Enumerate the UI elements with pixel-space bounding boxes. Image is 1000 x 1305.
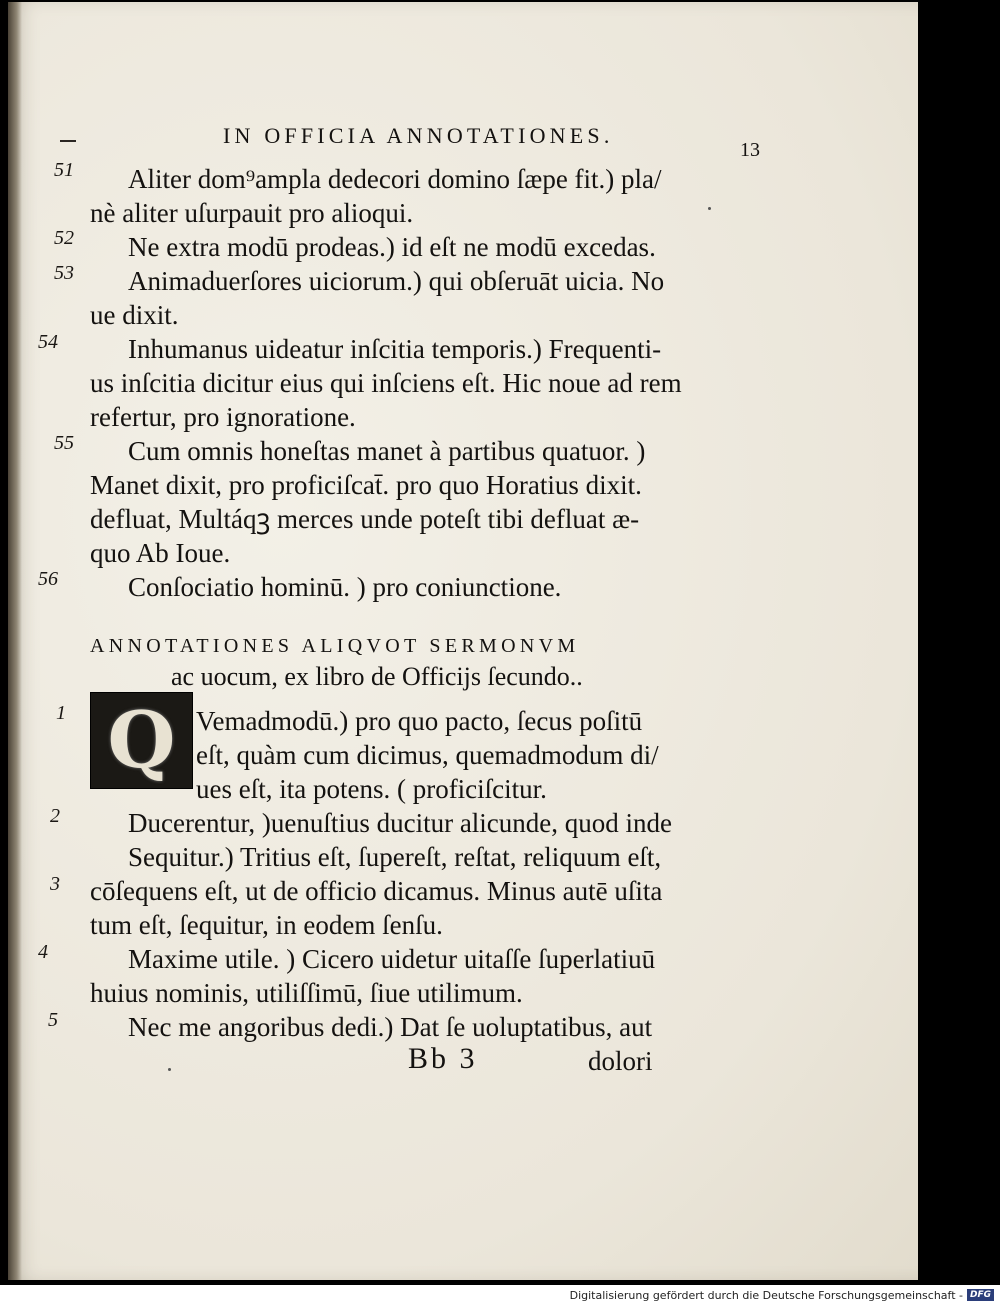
- margin-rule: [60, 140, 76, 142]
- decorated-initial: [90, 692, 193, 789]
- text-line: Nec me angoribus dedi.) Dat ſe uoluptatibus, aut: [128, 1012, 653, 1042]
- text-line: Cum omnis honeſtas manet à partibus quatuor. ): [128, 436, 646, 466]
- text-line: Ducerentur, )uenuſtius ducitur alicunde, quod inde: [128, 808, 673, 838]
- scan-footer: [0, 1285, 1000, 1305]
- text-line: us inſcitia dicitur eius qui inſciens eſt. Hic noue ad rem: [90, 368, 682, 398]
- text-line: Vemadmodū.) pro quo pacto, ſecus poſitū: [196, 706, 643, 736]
- folio-number: 13: [740, 139, 760, 161]
- margin-number: 1: [56, 702, 66, 724]
- margin-number: 4: [38, 941, 48, 963]
- paper-speck: [168, 1068, 171, 1071]
- text-line: eſt, quàm cum dicimus, quemadmodum di/: [196, 740, 659, 770]
- margin-number: 56: [38, 568, 58, 590]
- text-line: tum eſt, ſequitur, in eodem ſenſu.: [90, 910, 443, 940]
- text-line: nè aliter uſurpauit pro alioqui.: [90, 198, 414, 228]
- text-line: refertur, pro ignoratione.: [90, 402, 356, 432]
- section-subheading: ac uocum, ex libro de Officijs ſecundo..: [171, 662, 583, 691]
- text-line: Conſociatio hominū. ) pro coniunctione.: [128, 572, 562, 602]
- text-line: huius nominis, utiliſſimū, ſiue utilimum.: [90, 978, 523, 1008]
- margin-number: 52: [54, 227, 74, 249]
- text-line: defluat, Multáqꝫ merces unde poteſt tibi defluat æ-: [90, 504, 640, 534]
- section-heading: ANNOTATIONES ALIQVOT SERMONVM: [90, 635, 580, 657]
- dfg-logo: DFG: [967, 1289, 994, 1301]
- paper-speck: [708, 207, 711, 210]
- running-title: IN OFFICIA ANNOTATIONES.: [223, 123, 614, 148]
- text-line: Ne extra modū prodeas.) id eſt ne modū excedas.: [128, 232, 656, 262]
- margin-number: 5: [48, 1009, 58, 1031]
- margin-number: 54: [38, 331, 58, 353]
- text-line: quo Ab Ioue.: [90, 538, 231, 568]
- text-line: Maxime utile. ) Cicero uidetur uitaſſe ſuperlatiuū: [128, 944, 656, 974]
- signature-mark: Bb 3: [408, 1042, 478, 1075]
- funding-credit: Digitalisierung gefördert durch die Deutsche Forschungsgemeinschaft -: [569, 1288, 963, 1302]
- margin-number: 51: [54, 159, 74, 181]
- margin-number: 2: [50, 805, 60, 827]
- text-line: Inhumanus uideatur inſcitia temporis.) Frequenti-: [128, 334, 662, 364]
- text-line: Sequitur.) Tritius eſt, ſupereſt, reſtat, reliquum eſt,: [128, 842, 662, 872]
- book-page: [8, 2, 918, 1280]
- margin-number: 3: [50, 873, 60, 895]
- text-line: Animaduerſores uiciorum.) qui obſeruāt uicia. No: [128, 266, 665, 296]
- margin-number: 53: [54, 262, 74, 284]
- text-line: Manet dixit, pro proficiſcat̄. pro quo Horatius dixit.: [90, 470, 642, 500]
- text-line: cōſequens eſt, ut de officio dicamus. Minus autē uſita: [90, 876, 663, 906]
- text-line: ue dixit.: [90, 300, 179, 330]
- text-line: ues eſt, ita potens. ( proficiſcitur.: [196, 774, 547, 804]
- page-gutter-shadow: [8, 2, 22, 1280]
- text-line: Aliter dom⁹ampla dedecori domino ſæpe fit.) pla/: [128, 164, 662, 194]
- margin-number: 55: [54, 432, 74, 454]
- initial-letter: Q: [107, 695, 176, 786]
- catchword: dolori: [588, 1046, 653, 1076]
